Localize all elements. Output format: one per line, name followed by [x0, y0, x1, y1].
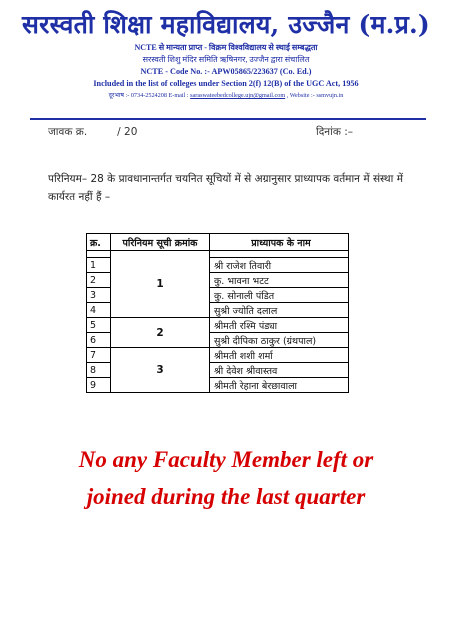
contact-prefix: दूरभाष :- 0734-2524208 E-mail :: [108, 92, 191, 99]
reference-label: जावक क्र.: [48, 126, 88, 138]
table-row: 1 श्री राजेश तिवारी: [87, 258, 349, 273]
header-divider: [30, 118, 426, 120]
reference-number: [48, 125, 137, 139]
website-text: , Website :- ssmvujn.in: [285, 92, 344, 99]
faculty-table: [86, 233, 349, 393]
header-sn: क्र.: [87, 234, 111, 251]
table-header-row: [87, 234, 349, 251]
ncte-code-line: NCTE - Code No. :- APW05865/223637 (Co. Ed.): [140, 67, 312, 76]
table-row: 9 श्रीमती रेहाना बेरछावाला: [87, 378, 349, 393]
management-line: सरस्वती शिशु मंदिर समिति ऋषिनगर, उज्जैन द्वारा संचालित: [142, 55, 310, 64]
ugc-line: Included in the list of colleges under Section 2(f) 12(B) of the UGC Act, 1956: [93, 79, 359, 88]
body-paragraph: परिनियम– 28 के प्रावधानान्तर्गत चयनित सूचियों में से अग्रानुसार प्राध्यापक वर्तमान में संस्था में कार्यरत नहीं हैं –: [48, 173, 403, 203]
table-row: 6 सुश्री दीपिका ठाकुर (ग्रंथपाल): [87, 333, 349, 348]
contact-line: [0, 90, 452, 102]
header-names: प्राध्यापक के नाम: [210, 234, 349, 251]
table-row: 2 कु. भावना भटट: [87, 273, 349, 288]
table-row: 4 सुश्री ज्योति दलाल: [87, 303, 349, 318]
college-name: सरस्वती शिक्षा महाविद्यालय, उज्जैन (म.प्र.): [22, 10, 430, 39]
table-row: 7 3 श्रीमती शशी शर्मा: [87, 348, 349, 363]
table-row: 8 श्री देवेश श्रीवास्तव: [87, 363, 349, 378]
group-cell: 1: [111, 251, 210, 318]
notice-line-1: No any Faculty Member left or: [78, 447, 374, 472]
letterhead: [0, 8, 452, 102]
notice-line-2: joined during the last quarter: [86, 484, 366, 509]
date-field: दिनांक :–: [316, 126, 354, 138]
affiliation-line: NCTE से मान्यता प्राप्त - विक्रम विश्वविद्यालय से स्थाई सम्बद्धता: [134, 43, 318, 52]
faculty-notice: [0, 441, 452, 515]
reference-year: / 20: [117, 126, 138, 138]
email-link[interactable]: saraswateebedcollege.ujn@gmail.com: [190, 92, 286, 99]
table-spacer-row: [87, 251, 349, 258]
table-row: 3 कु. सोनाली पंडित: [87, 288, 349, 303]
group-cell: 3: [111, 348, 210, 393]
table-row: 5 2 श्रीमती रश्मि पंड्या: [87, 318, 349, 333]
header-list-no: परिनियम सूची क्रमांक: [111, 234, 210, 251]
group-cell: 2: [111, 318, 210, 348]
